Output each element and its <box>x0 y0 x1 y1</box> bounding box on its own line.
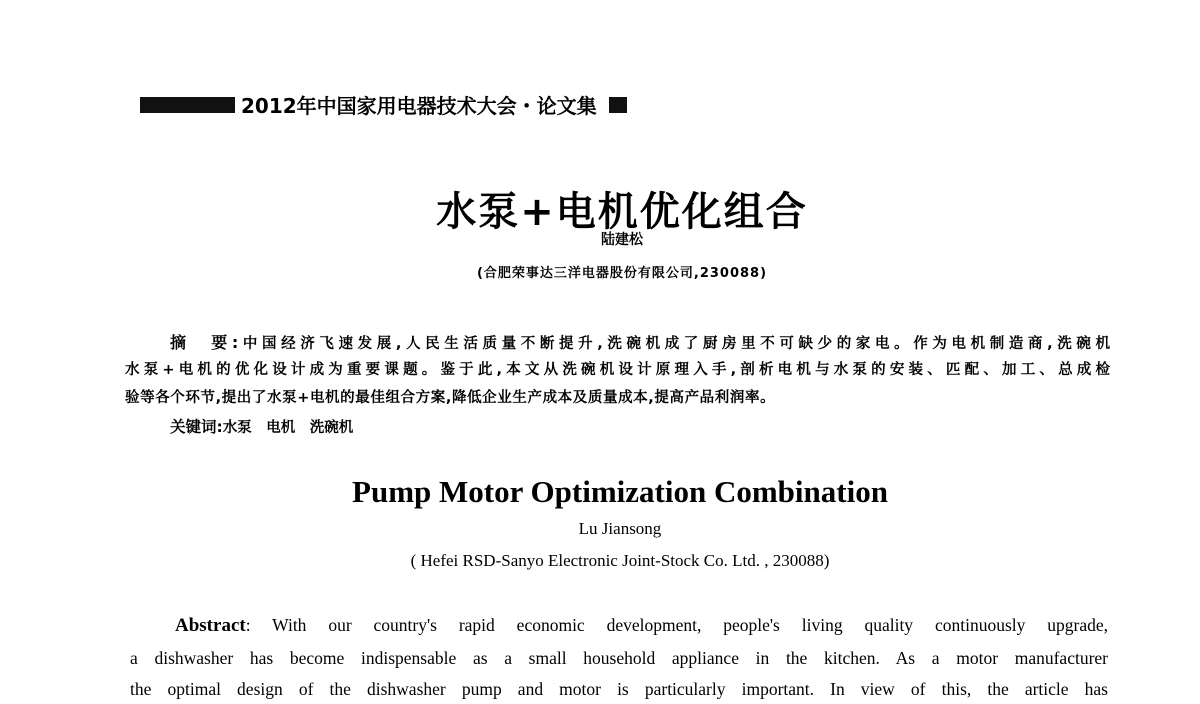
header-decoration <box>140 97 235 113</box>
running-header <box>140 90 627 119</box>
header-text: 2012年中国家用电器技术大会・论文集 <box>241 94 597 118</box>
abstract-cn-line: 水泵+电机的优化设计成为重要课题。鉴于此,本文从洗碗机设计原理入手,剖析电机与水泵的安装、匹配、加工、总成检 <box>125 362 1110 378</box>
abstract-cn-line: 摘 要:中国经济飞速发展,人民生活质量不断提升,洗碗机成了厨房里不可缺少的家电。作为电机制造商,洗碗机 <box>170 333 1110 352</box>
abstract-cn-label: 摘 要: <box>170 333 239 352</box>
abstract-en-line: a dishwasher has become indispensable as a small household appliance in the kitchen. As a motor manufacturer <box>130 648 1108 668</box>
author-cn: 陆建松 <box>601 232 643 248</box>
abstract-en-line: the optimal design of the dishwasher pump and motor is particularly important. In view of this, the article has <box>130 679 1108 699</box>
author-en: Lu Jiansong <box>578 519 662 538</box>
abstract-cn-line: 验等各个环节,提出了水泵+电机的最佳组合方案,降低企业生产成本及质量成本,提高产品利润率。 <box>125 390 776 406</box>
affiliation-en: ( Hefei RSD-Sanyo Electronic Joint-Stock Co. Ltd. , 230088) <box>410 551 830 570</box>
abstract-en-label: Abstract <box>175 615 246 636</box>
abstract-en-line: Abstract: With our country's rapid economic development, people's living quality continuously upgrade, <box>175 615 1108 636</box>
paper-title-en: Pump Motor Optimization Combination <box>352 474 888 509</box>
keywords-cn: 关键词:水泵 电机 洗碗机 <box>170 418 354 436</box>
header-decoration <box>609 97 627 113</box>
paper-title-cn: 水泵+电机优化组合 <box>436 189 808 235</box>
affiliation-cn: (合肥荣事达三洋电器股份有限公司,230088) <box>476 266 768 281</box>
